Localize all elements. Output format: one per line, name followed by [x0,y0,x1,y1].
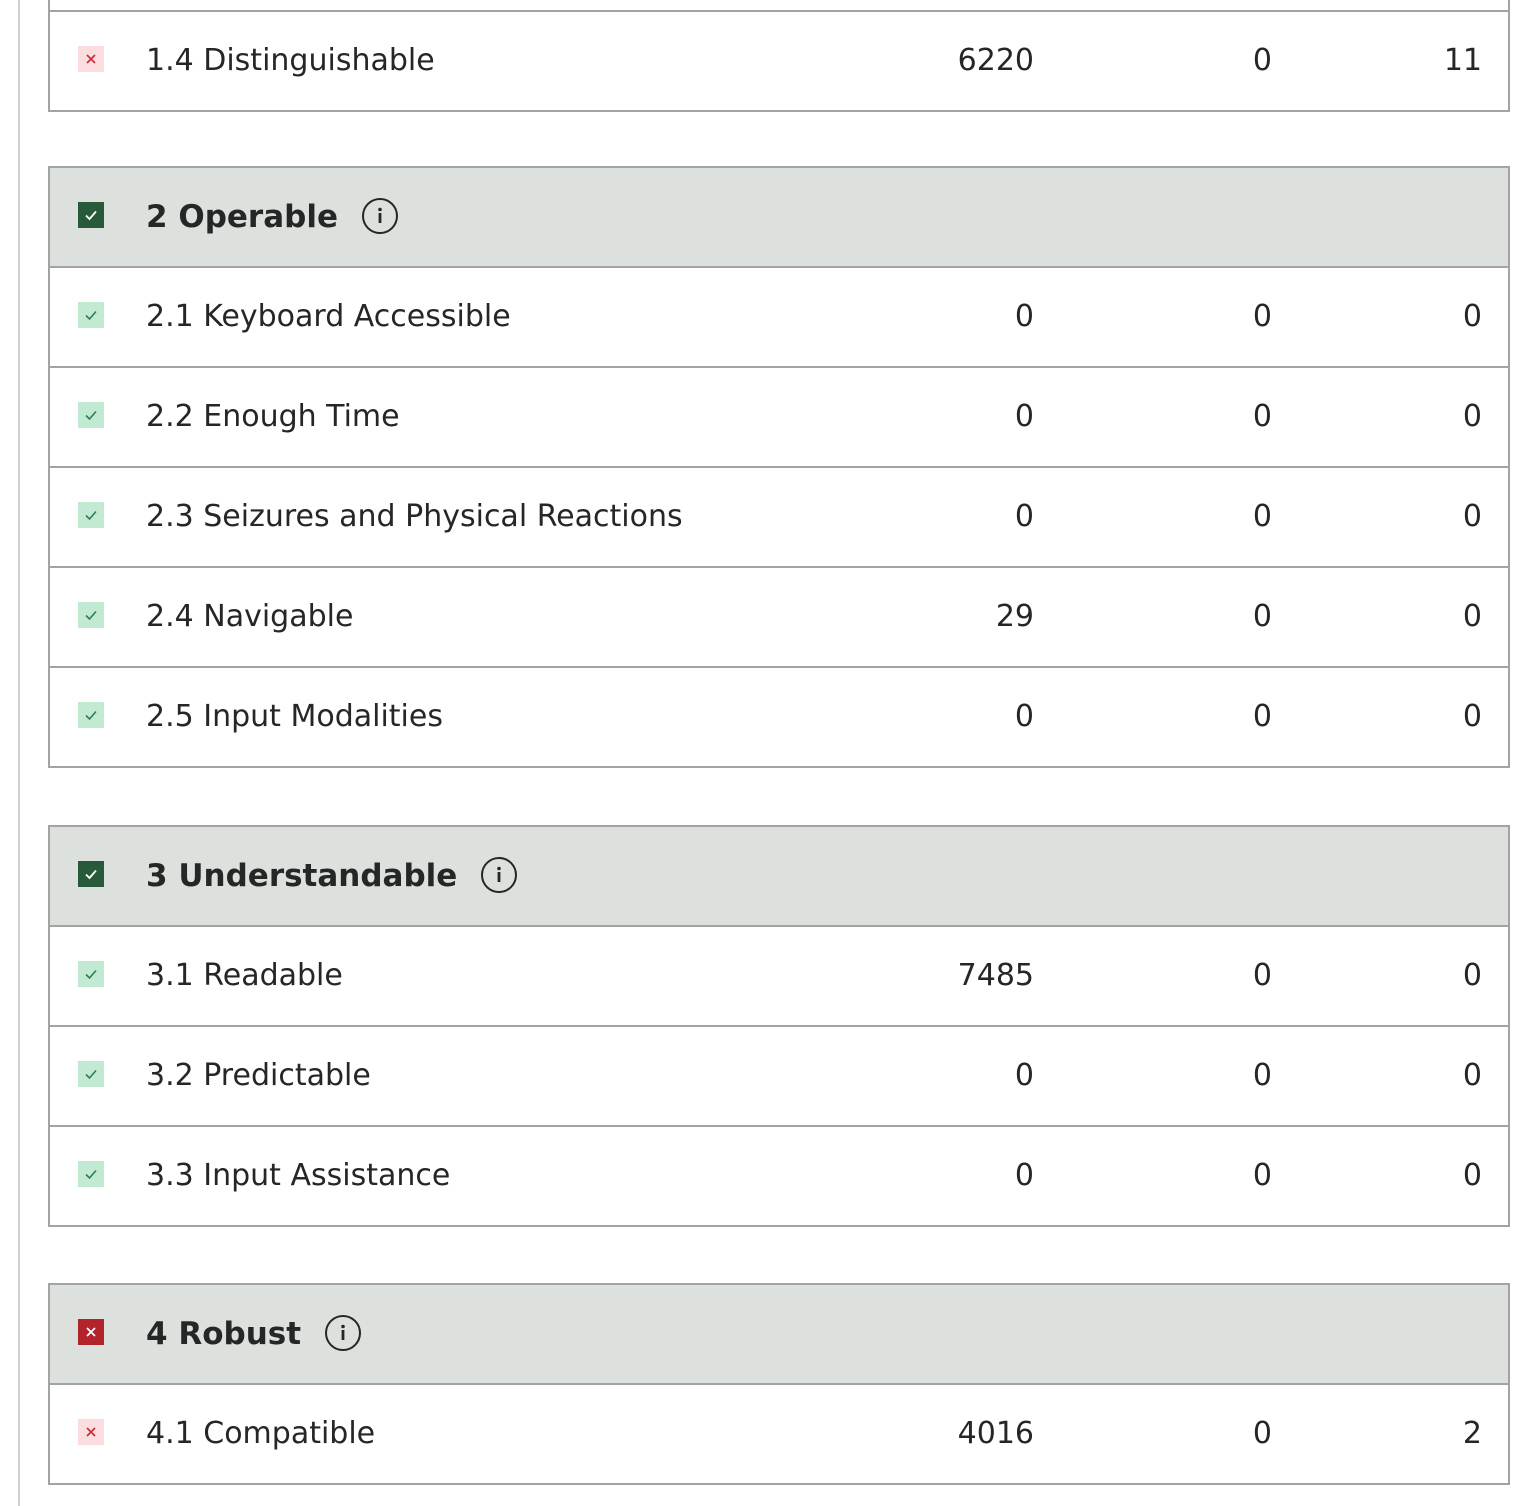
count-col3: 0 [1462,499,1482,534]
principle-header-operable [50,168,1508,268]
principle-header-understandable [50,827,1508,927]
guideline-label: 2.4 Navigable [146,599,354,634]
guideline-label: 3.2 Predictable [146,1058,371,1093]
guideline-label: 2.3 Seizures and Physical Reactions [146,499,683,534]
table-row[interactable] [50,668,1508,768]
fail-status-icon [78,1319,104,1345]
table-row[interactable] [50,1027,1508,1127]
guideline-label: 4.1 Compatible [146,1416,376,1451]
robust-group [48,1283,1510,1485]
principle-header-robust [50,1285,1508,1385]
guideline-label: 3.1 Readable [146,958,343,993]
count-col1: 6220 [957,43,1034,78]
count-col3: 2 [1462,1416,1482,1451]
count-col1: 0 [1014,499,1034,534]
count-col2: 0 [1252,43,1272,78]
count-col2: 0 [1252,958,1272,993]
pass-status-icon [78,202,104,228]
table-row[interactable] [50,927,1508,1027]
info-icon[interactable] [325,1315,361,1351]
count-col1: 0 [1014,1058,1034,1093]
pass-status-icon [78,1161,104,1187]
count-col3: 0 [1462,699,1482,734]
table-row[interactable] [50,568,1508,668]
pass-status-icon [78,1061,104,1087]
count-col3: 0 [1462,1058,1482,1093]
guideline-label: 2.2 Enough Time [146,399,400,434]
count-col2: 0 [1252,1058,1272,1093]
table-row[interactable] [50,1127,1508,1227]
count-col3: 0 [1462,299,1482,334]
count-col1: 0 [1014,399,1034,434]
table-row[interactable] [50,268,1508,368]
count-col2: 0 [1252,699,1272,734]
pass-status-icon [78,502,104,528]
perceivable-group [48,0,1510,112]
pass-status-icon [78,861,104,887]
info-icon[interactable] [481,857,517,893]
left-divider [18,0,20,1506]
principle-title: 3 Understandable [146,858,458,894]
guideline-label: 3.3 Input Assistance [146,1158,451,1193]
count-col2: 0 [1252,399,1272,434]
pass-status-icon [78,302,104,328]
info-icon[interactable] [362,198,398,234]
table-row[interactable] [50,1385,1508,1485]
table-row[interactable] [50,468,1508,568]
table-row[interactable] [50,12,1508,112]
count-col1: 0 [1014,1158,1034,1193]
table-row-top-edge [50,0,1508,12]
count-col1: 0 [1014,699,1034,734]
guideline-label: 1.4 Distinguishable [146,43,435,78]
understandable-group [48,825,1510,1227]
fail-status-icon [78,1419,104,1445]
count-col2: 0 [1252,499,1272,534]
count-col3: 11 [1443,43,1482,78]
count-col2: 0 [1252,599,1272,634]
pass-status-icon [78,602,104,628]
count-col1: 7485 [957,958,1034,993]
count-col3: 0 [1462,399,1482,434]
pass-status-icon [78,702,104,728]
guideline-label: 2.1 Keyboard Accessible [146,299,511,334]
pass-status-icon [78,961,104,987]
count-col2: 0 [1252,299,1272,334]
count-col2: 0 [1252,1158,1272,1193]
table-row[interactable] [50,368,1508,468]
count-col2: 0 [1252,1416,1272,1451]
fail-status-icon [78,46,104,72]
count-col1: 29 [995,599,1034,634]
count-col3: 0 [1462,1158,1482,1193]
pass-status-icon [78,402,104,428]
operable-group [48,166,1510,768]
count-col1: 4016 [957,1416,1034,1451]
guideline-label: 2.5 Input Modalities [146,699,443,734]
principle-title: 4 Robust [146,1316,302,1352]
count-col3: 0 [1462,599,1482,634]
count-col3: 0 [1462,958,1482,993]
principle-title: 2 Operable [146,199,338,235]
count-col1: 0 [1014,299,1034,334]
